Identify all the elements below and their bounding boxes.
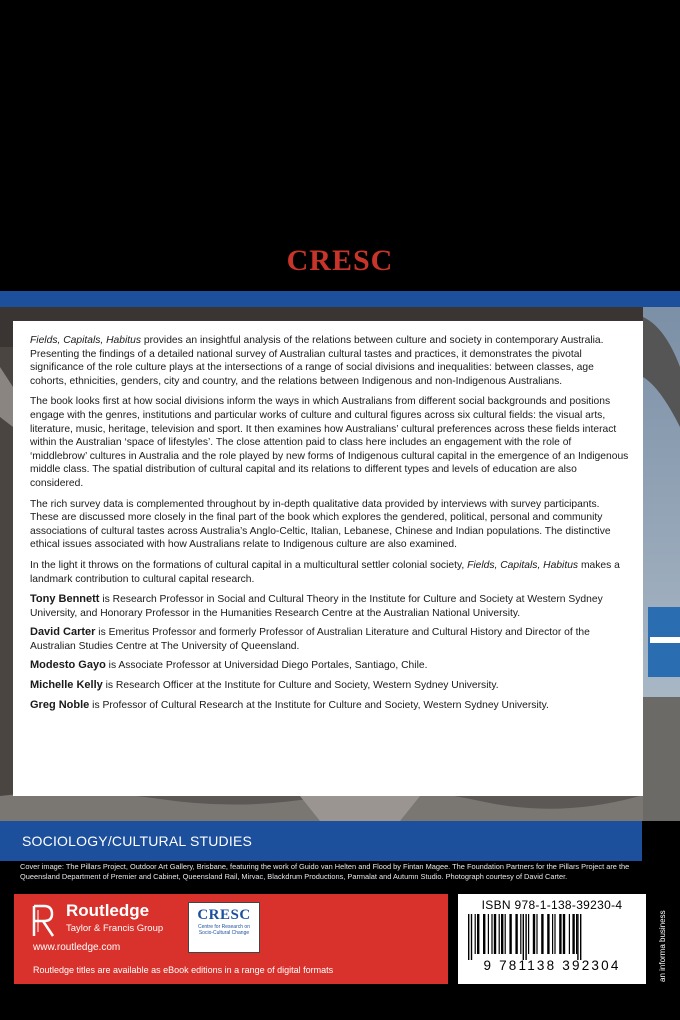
author-name: Greg Noble [30,698,90,711]
author-bio-modesto-gayo [30,659,629,673]
barcode-bar [525,914,526,960]
description-panel [13,321,643,796]
isbn-barcode-box [458,894,646,984]
barcode-bar [471,914,472,960]
description-paragraph-3: The rich survey data is complemented throughout by in-depth qualitative data provided by interviews with survey participants. These are discussed more closely in the final part of the book which explores the gendered, political, personal and community associations of cultural tastes across Australia’s Anglo-Celtic, Italian, Lebanese, Chinese and Indian populations. The distinctive ethical issues associated with how Australians relate to Indigenous culture are also examined. [30,498,611,551]
barcode-bar [577,914,578,960]
series-title: CRESC [286,244,394,277]
barcode-bar [475,914,476,954]
author-name: David Carter [30,626,96,639]
publisher-group: Taylor & Francis Group [66,923,164,934]
publisher-box [14,894,448,984]
publisher-url[interactable]: www.routledge.com [33,942,121,953]
barcode-bar [494,914,496,954]
barcode-bar [559,914,561,954]
author-bio-greg-noble [30,699,629,713]
cresc-logo-subtitle: Centre for Research on Socio-Cultural Change [198,924,250,937]
barcode-bar [547,914,549,954]
description-paragraph-4 [30,559,629,586]
description-p4-after: makes a landmark contribution to cultural capital research. [30,559,620,585]
book-title-italic: Fields, Capitals, Habitus [467,559,579,571]
author-bio-text: is Professor of Cultural Research at the Institute for Culture and Society, Western Sydney University. [89,699,549,711]
blue-band [0,291,680,307]
barcode-bar [572,914,574,954]
barcode-bar [533,914,535,954]
barcode-digits: 9 781138 392304 [483,958,621,973]
barcode-bar [491,914,492,954]
barcode-bar [483,914,485,954]
author-name: Tony Bennett [30,593,100,606]
subject-category-bar: SOCIOLOGY/CULTURAL STUDIES [0,821,642,861]
author-name: Michelle Kelly [30,679,103,692]
barcode-bar [468,914,469,960]
barcode-bar [554,914,555,954]
description-paragraph-2: The book looks first at how social divisions inform the ways in which Australians from different social backgrounds and positions engage with the genres, institutions and particular works of culture and cultural figures across six cultural fields: the visual arts, literature, music, heritage, television and sport. It then examines how Australians’ cultural preferences across these fields interact within the Australian ‘space of lifestyles’. The close attention paid to class here includes an engagement with the role of ‘middlebrow’ cultures in Australia and the role played by new forms of Indigenous cultural capital in the emergence of an Indigenous middle class. The spatial distribution of cultural capital and its relations to different types and levels of education are also considered. [30,396,629,489]
author-name: Modesto Gayo [30,659,106,672]
barcode-bar [520,914,521,954]
author-bio-michelle-kelly [30,679,629,693]
barcode-bar [552,914,553,954]
barcode-bar [501,914,503,954]
publisher-name: Routledge [66,901,150,920]
barcode-bar [563,914,565,954]
barcode-bar [576,914,577,954]
ebook-note: Routledge titles are available as eBook editions in a range of digital formats [33,965,334,975]
barcode-icon [466,914,638,960]
barcode-bar [536,914,537,954]
author-bio-text: is Emeritus Professor and formerly Professor of Australian Literature and Cultural History and Director of the Australian Studies Centre at The University of Queensland. [30,627,590,652]
author-bio-text: is Research Professor in Social and Cultural Theory in the Institute for Culture and Society at Western Sydney University, and Honorary Professor in the Humanities Research Centre at the Australian National University. [30,594,603,619]
barcode-bar [505,914,506,954]
description-p1-body: provides an insightful analysis of the relations between culture and society in contemporary Australia. Presenting the findings of a detailed national survey of Australian cultural tastes and practices, it demonstrates the pivotal significance of the role culture plays at the intersections of a range of social divisions and inequalities: between classes, age cohorts, ethnicities, genders, city and country, and the relations between Indigenous and non-Indigenous Australians. [30,335,604,387]
barcode-bar [523,914,524,960]
barcode-bar [509,914,511,954]
author-bio-tony-bennett [30,593,629,620]
description-p4-before: In the light it throws on the formations of cultural capital in a multicultural settler colonial society, [30,559,468,571]
isbn-label: ISBN 978-1-138-39230-4 [481,898,623,912]
barcode-bar [515,914,517,954]
cover-image-credit: Cover image: The Pillars Project, Outdoor Art Gallery, Brisbane, featuring the work of Guido van Helten and Flood by Fintan Magee. The Foundation Partners for the Pillars Project are the Queensland Department of Premier and Cabinet, Queensland Rail, Mirvac, Blackdrum Productions, Parmalat and Autumn Studio. Photograph courtesy of David Carter. [20,862,630,881]
barcode-bar [541,914,543,954]
cresc-logo [188,902,260,953]
barcode-bar [477,914,479,954]
author-bio-text: is Associate Professor at Universidad Diego Portales, Santiago, Chile. [105,660,428,672]
author-bio-text: is Research Officer at the Institute for Culture and Society, Western Sydney University. [102,680,499,692]
informa-business-label: an informa business [658,910,667,982]
barcode-bar [528,914,529,954]
routledge-logo-icon [30,904,58,938]
barcode-bar [488,914,489,954]
description-paragraph-1 [30,334,629,388]
barcode-bar [580,914,581,960]
author-bio-david-carter [30,626,629,653]
barcode-bar [569,914,570,954]
barcode-bar [499,914,500,954]
cresc-logo-word: CRESC [197,907,251,923]
book-title-italic: Fields, Capitals, Habitus [30,335,142,346]
